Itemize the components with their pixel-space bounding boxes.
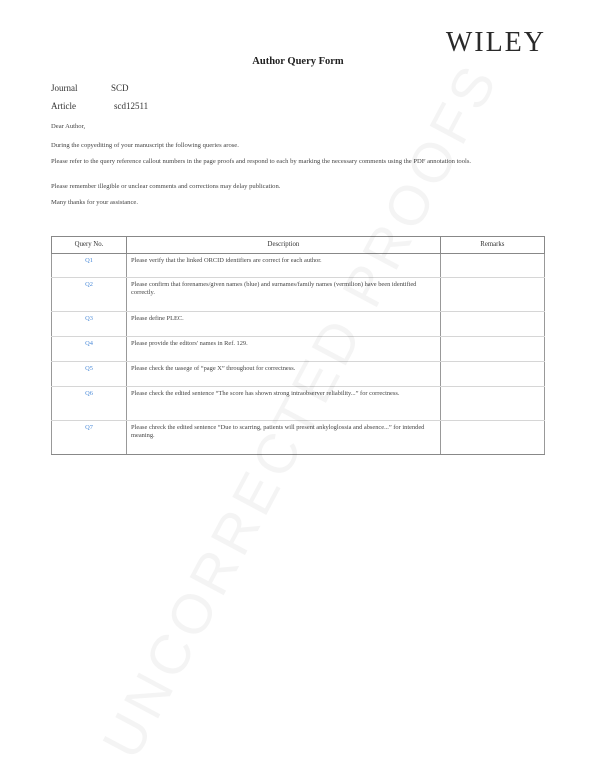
greeting-text: Dear Author, xyxy=(51,123,86,130)
table-row xyxy=(52,337,545,362)
query-description: Please verify that the linked ORCID identifiers are correct for each author. xyxy=(127,254,441,278)
table-header-row xyxy=(52,237,545,254)
query-remarks[interactable] xyxy=(440,337,544,362)
query-remarks[interactable] xyxy=(440,421,544,455)
query-link-q3[interactable]: Q3 xyxy=(52,312,127,337)
query-remarks[interactable] xyxy=(440,278,544,312)
instructions-paragraph: Please refer to the query reference callout numbers in the page proofs and respond to each by marking the necessary comments using the PDF annotation tools. xyxy=(51,158,472,165)
query-description: Please confirm that forenames/given names (blue) and surnames/family names (vermilion) have been identified correctly. xyxy=(127,278,441,312)
query-remarks[interactable] xyxy=(440,362,544,387)
query-table xyxy=(51,236,545,455)
query-link-q5[interactable]: Q5 xyxy=(52,362,127,387)
page-title: Author Query Form xyxy=(252,56,344,67)
query-description: Please provide the editors' names in Ref. 129. xyxy=(127,337,441,362)
table-row xyxy=(52,362,545,387)
table-row xyxy=(52,278,545,312)
intro-paragraph: During the copyediting of your manuscript the following queries arose. xyxy=(51,142,239,149)
query-link-q4[interactable]: Q4 xyxy=(52,337,127,362)
journal-row xyxy=(51,83,129,93)
query-link-q2[interactable]: Q2 xyxy=(52,278,127,312)
thanks-paragraph: Many thanks for your assistance. xyxy=(51,199,138,206)
article-row xyxy=(51,101,148,111)
header-description: Description xyxy=(127,237,441,254)
query-description: Please chreck the edited sentence “Due to scarring, patients will present ankyloglossia and absence...” for intended meaning. xyxy=(127,421,441,455)
table-row xyxy=(52,421,545,455)
query-description: Please check the uasege of “page X” throughout for correctness. xyxy=(127,362,441,387)
table-row xyxy=(52,312,545,337)
table-row xyxy=(52,387,545,421)
reminder-paragraph: Please remember illegible or unclear comments and corrections may delay publication. xyxy=(51,183,281,190)
query-link-q7[interactable]: Q7 xyxy=(52,421,127,455)
table-row xyxy=(52,254,545,278)
query-remarks[interactable] xyxy=(440,312,544,337)
query-remarks[interactable] xyxy=(440,387,544,421)
header-remarks: Remarks xyxy=(440,237,544,254)
article-value: scd12511 xyxy=(114,101,149,111)
wiley-logo: WILEY xyxy=(445,27,546,58)
query-link-q1[interactable]: Q1 xyxy=(52,254,127,278)
journal-label: Journal xyxy=(51,83,78,93)
query-remarks[interactable] xyxy=(440,254,544,278)
journal-value: SCD xyxy=(111,83,129,93)
query-description: Please define PLEC. xyxy=(127,312,441,337)
header-query-no: Query No. xyxy=(52,237,127,254)
article-label: Article xyxy=(51,101,76,111)
query-description: Please check the edited sentence “The score has shown strong intraobserver reliability...” for correctness. xyxy=(127,387,441,421)
query-link-q6[interactable]: Q6 xyxy=(52,387,127,421)
